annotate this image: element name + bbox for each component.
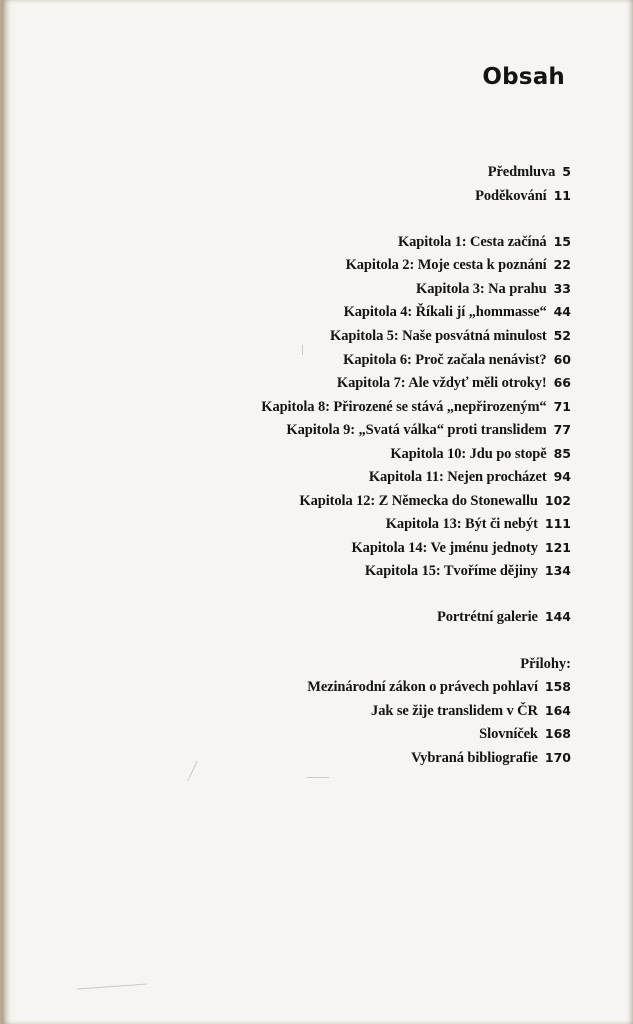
toc-entry-portrait-gallery — [437, 609, 571, 633]
toc-section-heading: Přílohy: — [520, 656, 571, 672]
toc-entry-label: Jak se žije translidem v ČR — [371, 703, 538, 719]
toc-entry-label: Poděkování — [475, 188, 547, 204]
toc-entry-label: Kapitola 10: Jdu po stopě — [390, 446, 547, 462]
toc-entry-chapter-6 — [343, 352, 571, 376]
toc-entry-glossary — [479, 726, 571, 750]
toc-entry-label: Předmluva — [487, 164, 556, 180]
toc-entry-chapter-2 — [346, 257, 571, 281]
toc-entry-label: Kapitola 13: Být či nebýt — [385, 516, 538, 532]
toc-entry-label: Vybraná bibliografie — [411, 750, 538, 766]
toc-entry-label: Kapitola 15: Tvoříme dějiny — [364, 563, 538, 579]
table-of-contents — [2, 0, 633, 1024]
toc-entry-page: 168 — [544, 726, 571, 741]
toc-entry-appendix-1 — [307, 679, 571, 703]
toc-entry-bibliography — [411, 750, 571, 774]
toc-entry-page: 15 — [553, 234, 571, 249]
toc-entry-page: 5 — [562, 164, 571, 179]
toc-entry-chapter-1 — [398, 234, 571, 258]
toc-entry-label: Kapitola 8: Přirozené se stává „nepřirozeným“ — [261, 399, 547, 415]
toc-appendices-heading — [520, 656, 571, 680]
toc-entry-page: 158 — [544, 679, 571, 694]
toc-entry-page: 102 — [544, 493, 571, 508]
toc-entry-chapter-8 — [261, 399, 571, 423]
toc-entry-page: 44 — [553, 304, 571, 319]
toc-entry-chapter-9 — [286, 422, 571, 446]
toc-entry-label: Kapitola 3: Na prahu — [416, 281, 547, 297]
toc-entry-label: Kapitola 11: Nejen procházet — [368, 469, 547, 485]
toc-entry-label: Kapitola 7: Ale vždyť měli otroky! — [336, 375, 547, 391]
toc-entry-appendix-2 — [371, 703, 571, 727]
toc-entry-page: 94 — [553, 469, 571, 484]
page-title: Obsah — [482, 64, 565, 90]
toc-entry-page: 33 — [553, 281, 571, 296]
toc-entry-label: Kapitola 2: Moje cesta k poznání — [345, 257, 547, 273]
toc-entry-page: 121 — [544, 540, 571, 555]
toc-entry-page: 11 — [553, 188, 571, 203]
toc-entry-page: 60 — [553, 352, 571, 367]
toc-entry-page: 170 — [544, 750, 571, 765]
toc-entry-label: Kapitola 4: Říkali jí „hommasse“ — [343, 304, 547, 320]
toc-entry-label: Kapitola 6: Proč začala nenávist? — [343, 352, 547, 368]
toc-entry-page: 71 — [553, 399, 571, 414]
toc-entry-label: Kapitola 12: Z Německa do Stonewallu — [299, 493, 538, 509]
toc-entry-chapter-3 — [416, 281, 571, 305]
toc-entry-page: 144 — [544, 609, 571, 624]
toc-entry-page: 85 — [553, 446, 571, 461]
toc-entry-label: Kapitola 1: Cesta začíná — [397, 234, 547, 250]
toc-entry-label: Mezinárodní zákon o právech pohlaví — [307, 679, 538, 695]
toc-entry-page: 134 — [544, 563, 571, 578]
toc-entry-page: 22 — [553, 257, 571, 272]
toc-entry-page: 52 — [553, 328, 571, 343]
toc-entry-page: 77 — [553, 422, 571, 437]
toc-entry-acknowledgements — [475, 188, 571, 212]
toc-entry-foreword — [488, 164, 571, 188]
toc-entry-chapter-14 — [351, 540, 571, 564]
toc-entry-page: 164 — [544, 703, 571, 718]
toc-entry-page: 66 — [553, 375, 571, 390]
toc-entry-label: Kapitola 9: „Svatá válka“ proti translidem — [286, 422, 547, 438]
toc-entry-chapter-13 — [386, 516, 571, 540]
toc-entry-chapter-4 — [344, 304, 571, 328]
toc-entry-chapter-5 — [330, 328, 571, 352]
toc-entry-chapter-7 — [337, 375, 571, 399]
toc-entry-label: Portrétní galerie — [436, 609, 538, 625]
toc-entry-chapter-15 — [365, 563, 571, 587]
toc-entry-chapter-11 — [369, 469, 571, 493]
toc-entry-page: 111 — [544, 516, 571, 531]
toc-entry-chapter-10 — [390, 446, 571, 470]
toc-entry-label: Slovníček — [479, 726, 538, 742]
toc-entry-label: Kapitola 14: Ve jménu jednoty — [351, 540, 538, 556]
toc-entry-label: Kapitola 5: Naše posvátná minulost — [330, 328, 547, 344]
paper-scratch — [307, 777, 329, 778]
paper-scratch — [302, 345, 303, 355]
toc-entry-chapter-12 — [299, 493, 571, 517]
